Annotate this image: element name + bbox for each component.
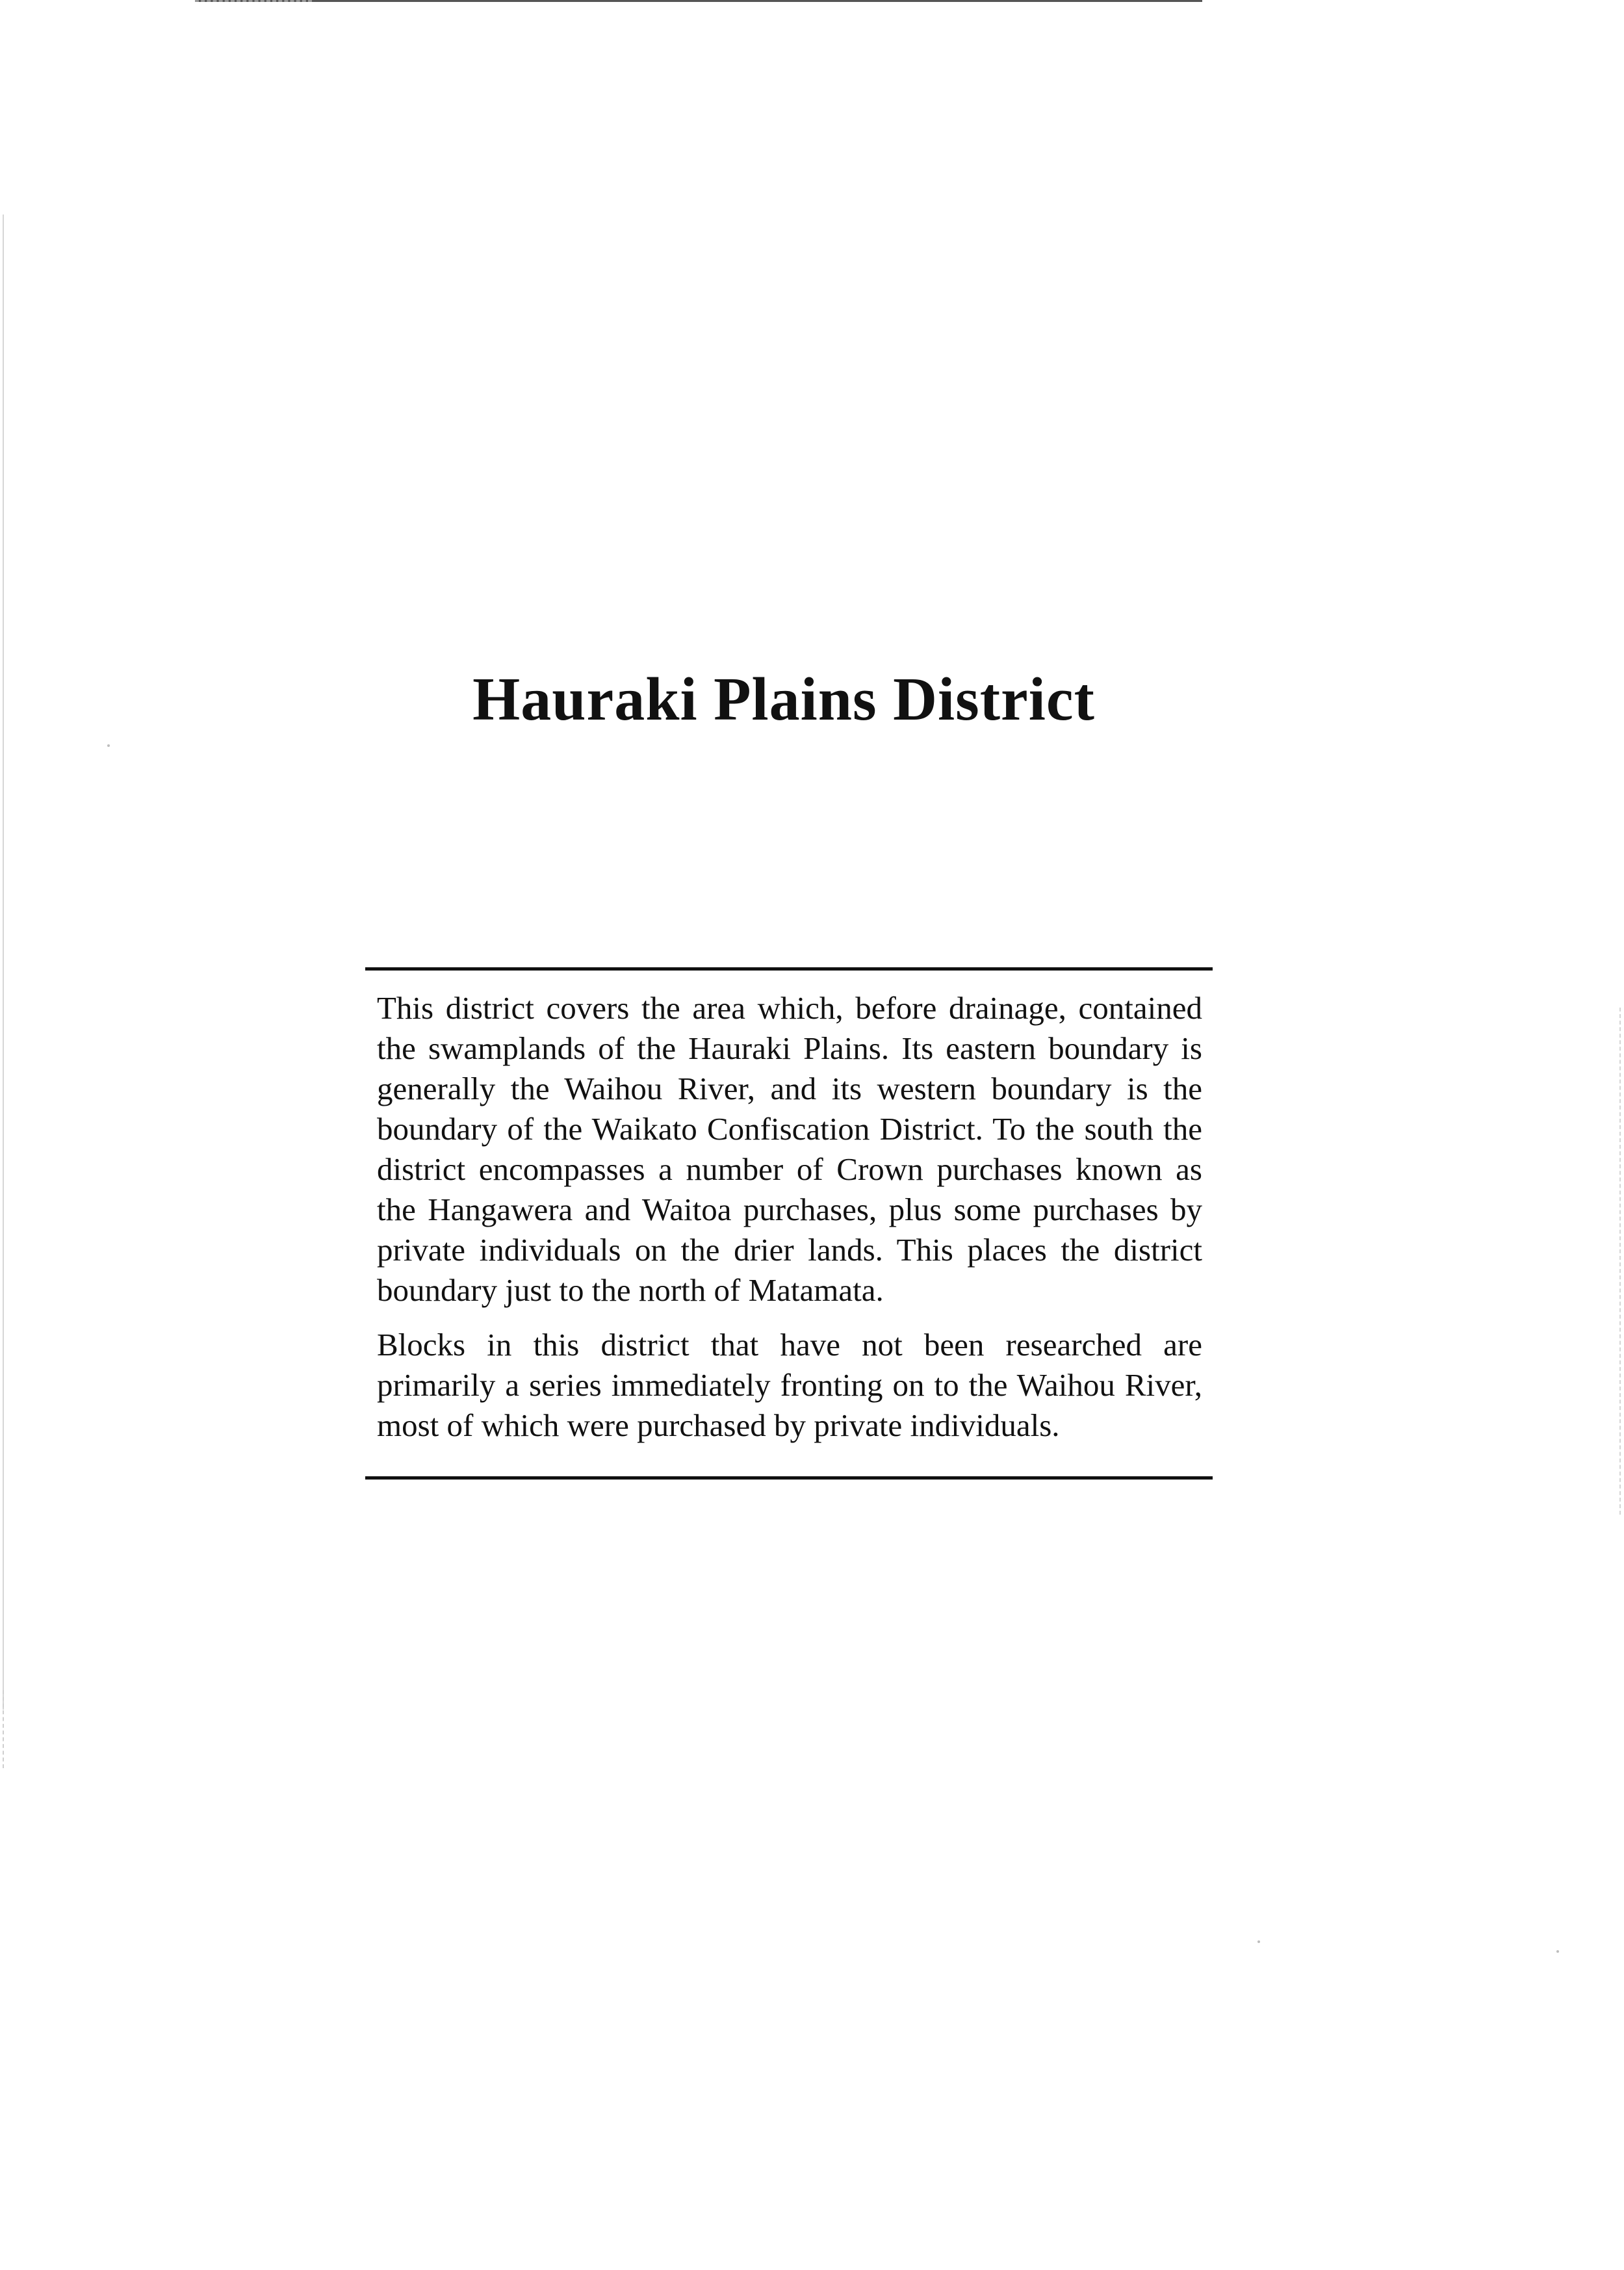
scan-speck bbox=[1257, 1940, 1260, 1943]
scan-top-edge bbox=[195, 0, 1202, 2]
scan-speck bbox=[1556, 1950, 1559, 1953]
scan-left-edge bbox=[3, 215, 4, 1710]
scan-right-edge bbox=[1619, 1008, 1621, 1515]
summary-paragraph-2: Blocks in this district that have not been researched are primarily a series immediately fronting on to the Waihou River, most of which were purchased by private individuals. bbox=[377, 1327, 1202, 1443]
top-rule bbox=[365, 967, 1213, 971]
scan-left-edge-lower bbox=[3, 1690, 4, 1768]
scan-top-edge-dashed bbox=[195, 0, 312, 2]
page-title: Hauraki Plains District bbox=[472, 666, 1095, 733]
summary-paragraph-1: This district covers the area which, before drainage, contained the swamplands of the Hauraki Plains. Its eastern boundary is generally the Waihou River, and its western boundary is the boundary of the Waikato Confiscation District. To the south the district encompasses a number of Crown purchases known as the Hangawera and Waitoa purchases, plus some purchases by private individuals on the drier lands. This places the district boundary just to the north of Matamata. bbox=[377, 990, 1202, 1308]
district-summary bbox=[377, 988, 1202, 1460]
bottom-rule bbox=[365, 1476, 1213, 1480]
scan-speck bbox=[107, 744, 110, 747]
